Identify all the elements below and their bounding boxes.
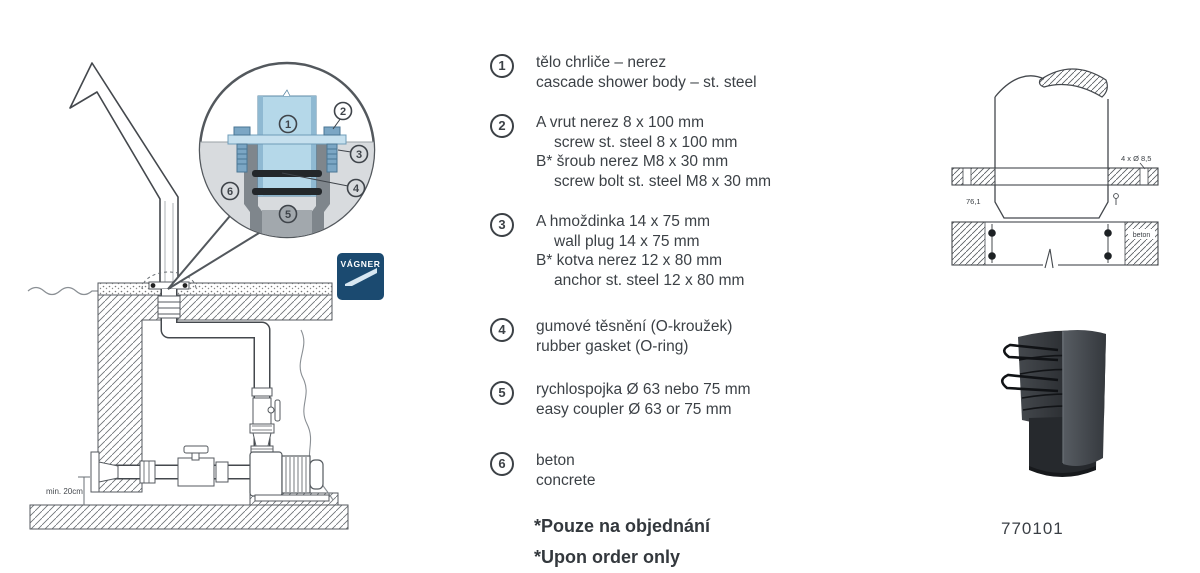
suction-valve-handle bbox=[184, 446, 208, 453]
item-line: rychlospojka Ø 63 nebo 75 mm bbox=[536, 381, 751, 398]
item-line: screw bolt st. steel M8 x 30 mm bbox=[554, 172, 772, 190]
legend bbox=[490, 53, 800, 573]
item-line: B* šroub nerez M8 x 30 mm bbox=[536, 153, 729, 170]
legend-item bbox=[490, 53, 800, 92]
pipe-top-break bbox=[995, 76, 1044, 97]
deck-coupler bbox=[158, 296, 180, 318]
pipe-edge-right bbox=[311, 96, 316, 196]
pipe-outline bbox=[995, 97, 1108, 218]
bolt-dot bbox=[988, 229, 996, 237]
item-lines bbox=[536, 380, 751, 419]
slab-section bbox=[952, 222, 1158, 268]
item-line: B* kotva nerez 12 x 80 mm bbox=[536, 252, 723, 269]
union-2 bbox=[250, 424, 274, 433]
wall-flange bbox=[91, 452, 99, 492]
item-number-badge: 1 bbox=[490, 54, 514, 78]
item-line: rubber gasket (O-ring) bbox=[536, 337, 689, 355]
union-4 bbox=[216, 462, 228, 482]
pump-housing bbox=[250, 452, 282, 496]
item-lines bbox=[536, 317, 732, 356]
cascade-shower-outline bbox=[70, 63, 178, 284]
legend-item bbox=[490, 212, 800, 290]
order-note: *Upon order only bbox=[534, 547, 681, 567]
beton-label: beton bbox=[1132, 232, 1151, 239]
item-lines bbox=[536, 451, 595, 490]
union-3 bbox=[140, 461, 155, 483]
legend-item bbox=[490, 380, 800, 419]
callout-3: 3 bbox=[355, 149, 363, 161]
pipe-edge-left bbox=[258, 96, 263, 196]
water-line bbox=[28, 288, 98, 295]
item-line: A hmoždinka 14 x 75 mm bbox=[536, 213, 711, 230]
legend-item bbox=[490, 113, 800, 191]
screw-head-left bbox=[234, 127, 250, 135]
item-line: easy coupler Ø 63 or 75 mm bbox=[536, 400, 732, 418]
part-number: 770101 bbox=[1001, 519, 1064, 538]
hole-dimension-label: 4 x Ø 8,5 bbox=[1121, 154, 1152, 163]
bolt-dot bbox=[988, 252, 996, 260]
item-lines bbox=[536, 212, 744, 290]
item-number-badge: 2 bbox=[490, 114, 514, 138]
item-line: gumové těsnění (O-kroužek) bbox=[536, 318, 733, 335]
vagner-logo bbox=[337, 253, 384, 300]
item-lines bbox=[536, 53, 757, 92]
bolt-dot bbox=[1104, 229, 1112, 237]
callout-4: 4 bbox=[352, 183, 360, 195]
legend-item bbox=[490, 451, 800, 490]
reducer-vertical bbox=[253, 433, 271, 446]
deck-surface-band bbox=[98, 283, 332, 295]
shower-pipe bbox=[258, 96, 316, 196]
item-line: anchor st. steel 12 x 80 mm bbox=[554, 271, 745, 289]
item-line: tělo chrliče – nerez bbox=[536, 54, 667, 71]
callout-6: 6 bbox=[226, 186, 234, 198]
item-number-badge: 4 bbox=[490, 318, 514, 342]
item-line: A vrut nerez 8 x 100 mm bbox=[536, 114, 704, 131]
legend-items bbox=[490, 53, 800, 490]
anchor-dot-right bbox=[183, 283, 188, 288]
o-ring-lower bbox=[252, 188, 322, 195]
product-photo-coupler bbox=[990, 318, 1130, 503]
min-depth-label: min. 20cm bbox=[46, 487, 83, 496]
flange-plate bbox=[228, 135, 346, 144]
callout-2: 2 bbox=[339, 106, 347, 118]
screw-shaft-right bbox=[327, 144, 337, 172]
anchor-dot-left bbox=[151, 283, 156, 288]
order-note: *Pouze na objednání bbox=[534, 516, 711, 536]
item-line: screw st. steel 8 x 100 mm bbox=[554, 133, 738, 151]
callout-5: 5 bbox=[284, 209, 292, 221]
item-line: wall plug 14 x 75 mm bbox=[554, 232, 700, 250]
legend-item bbox=[490, 317, 800, 356]
flange-technical-drawing bbox=[940, 55, 1170, 285]
pump-base bbox=[255, 495, 329, 501]
reducer-horizontal bbox=[99, 462, 118, 482]
item-number-badge: 3 bbox=[490, 213, 514, 237]
union-1 bbox=[252, 388, 272, 396]
legend-notes bbox=[490, 511, 800, 573]
installation-diagram bbox=[0, 0, 470, 566]
item-number-badge: 6 bbox=[490, 452, 514, 476]
item-lines bbox=[536, 113, 771, 191]
screw-head-right bbox=[324, 127, 340, 135]
valve-stem bbox=[268, 407, 274, 413]
screw-shaft-left bbox=[237, 144, 247, 172]
bolt-dot bbox=[1104, 252, 1112, 260]
datum-symbol bbox=[1114, 194, 1119, 205]
pit-floor bbox=[30, 505, 348, 529]
motor-cap bbox=[310, 460, 323, 489]
item-line: beton bbox=[536, 452, 575, 469]
callout-1: 1 bbox=[284, 119, 292, 131]
diameter-label: 76,1 bbox=[966, 197, 981, 206]
item-number-badge: 5 bbox=[490, 381, 514, 405]
item-line: cascade shower body – st. steel bbox=[536, 73, 757, 91]
suction-valve-body bbox=[178, 458, 214, 486]
valve-lever bbox=[275, 400, 280, 421]
item-line: concrete bbox=[536, 471, 596, 489]
break-hatch-lens bbox=[1040, 69, 1108, 97]
coupler-front-flap bbox=[1062, 330, 1106, 466]
vagner-logo-text: VÁGNER bbox=[340, 259, 381, 269]
flange-band bbox=[952, 168, 1158, 185]
